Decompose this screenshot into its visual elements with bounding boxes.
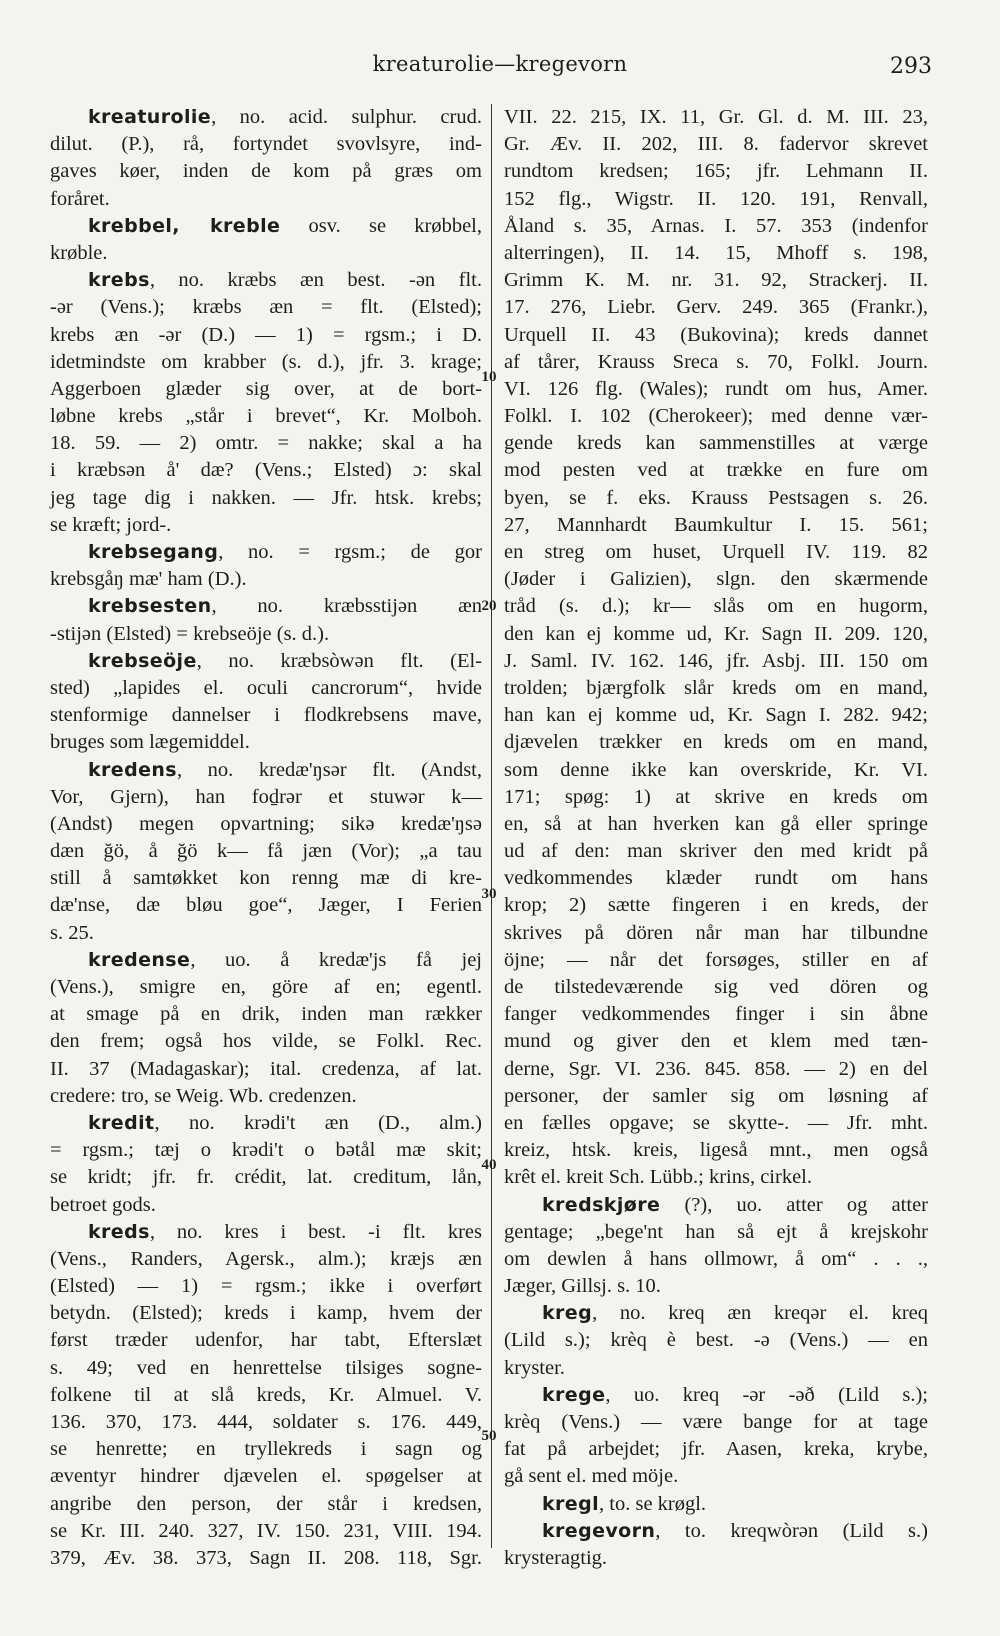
text-line: se henrette; en tryllekreds i sagn og <box>50 1438 482 1461</box>
text-line: ud af den: man skriver den med kridt på <box>504 840 928 863</box>
left-column <box>50 104 482 1572</box>
text-line: rundtom kredsen; 165; jfr. Lehmann II. <box>504 160 928 183</box>
text-line: se kridt; jfr. fr. crédit, lat. creditum, lån, <box>50 1166 482 1189</box>
headword: krebbel, kreble <box>88 214 281 237</box>
line-number-20: 20 <box>481 598 497 614</box>
text-line <box>50 1110 482 1137</box>
text-line: kryster. <box>504 1356 565 1379</box>
text-line: Jæger, Gillsj. s. 10. <box>504 1275 661 1298</box>
text-line: gå sent el. med möje. <box>504 1465 679 1488</box>
text-line: Urquell II. 43 (Bukovina); kreds dannet <box>504 323 928 346</box>
line-number-30: 30 <box>481 886 497 902</box>
text-line: (Lild s.); krèq è best. -ə (Vens.) — en <box>504 1329 928 1352</box>
text-line: en streg om huset, Urquell IV. 119. 82 <box>504 541 928 563</box>
text-line: krysteragtig. <box>504 1546 608 1569</box>
text-line: still å samtøkket kon renng mæ di kre- <box>50 867 482 890</box>
text-line <box>50 648 482 675</box>
text-line: VI. 126 flg. (Wales); rundt om hus, Amer. <box>504 377 928 400</box>
page-header <box>0 52 1000 86</box>
text-line: at smage på en drik, inden man rækker <box>50 1003 482 1026</box>
text-line: en fælles opgave; se skytte-. — Jfr. mht. <box>504 1111 928 1134</box>
headword: kredense <box>88 948 191 971</box>
text-line: den frem; også hos vilde, se Folkl. Rec. <box>50 1030 482 1053</box>
text-line: æventyr hindrer djævelen el. spøgelser at <box>50 1465 482 1488</box>
text-line: krøble. <box>50 241 108 264</box>
headword: krebsegang <box>88 541 219 563</box>
text-line: (Andst) megen opvartning; sikə kredæ'ŋsə <box>50 812 482 835</box>
text-line: gaves køer, inden de kom på græs om <box>50 160 482 183</box>
text-line <box>50 757 482 784</box>
text-line: først træder udenfor, har tabt, Efterslæt <box>50 1329 482 1352</box>
text-line: af tårer, Krauss Sreca s. 70, Folkl. Journ. <box>504 350 928 373</box>
entry-text: , to. kreqwòrən (Lild s.) <box>655 1519 928 1542</box>
headword: krebseöje <box>88 649 197 672</box>
text-line <box>50 947 482 974</box>
entry-text: , uo. kreq -ər -əð (Lild s.); <box>605 1383 928 1406</box>
text-line: II. 37 (Madagaskar); ital. credenza, af lat. <box>50 1057 482 1080</box>
line-number-40: 40 <box>481 1157 497 1173</box>
text-line: 379, Æv. 38. 373, Sagn II. 208. 118, Sgr. <box>50 1546 482 1569</box>
text-line: om dewlen å hans ollmowr, å om“ . . ., <box>504 1247 928 1270</box>
text-line <box>50 1219 482 1246</box>
text-line: betydn. (Elsted); kreds i kamp, hvem der <box>50 1302 482 1325</box>
entry-text: , no. kredæ'ŋsər flt. (Andst, <box>177 758 482 781</box>
headword: kregl <box>542 1492 600 1515</box>
text-line: idetmindste om krabber (s. d.), jfr. 3. krage; <box>50 350 482 373</box>
column-divider <box>491 104 492 1548</box>
text-line: betroet gods. <box>50 1193 156 1216</box>
text-line: en, så at han hverken kan gå eller springe <box>504 812 928 835</box>
text-line <box>504 1491 928 1518</box>
text-line: s. 25. <box>50 921 94 944</box>
text-line: personer, der samler sig om løsning af <box>504 1084 928 1107</box>
running-title: kreaturolie—kregevorn <box>372 52 628 76</box>
text-line: den kan ej komme ud, Kr. Sagn II. 209. 120, <box>504 622 928 645</box>
text-line: kreiz, htsk. kreis, ligeså mnt., men også <box>504 1139 928 1162</box>
text-line: Aggerboen glæder sig over, at de bort- <box>50 377 482 400</box>
text-line <box>50 267 482 294</box>
text-line: Folkl. I. 102 (Cherokeer); med denne vær- <box>504 405 928 428</box>
text-line: han kan ej komme ud, Kr. Sagn I. 282. 942; <box>504 704 928 727</box>
text-line: løbne krebs „står i brevet“, Kr. Molboh. <box>50 405 482 428</box>
text-line <box>504 1518 928 1545</box>
text-line: gentage; „bege'nt han så ejt å krejskohr <box>504 1220 928 1243</box>
text-line: 18. 59. — 2) omtr. = nakke; skal a ha <box>50 432 482 455</box>
line-number-50: 50 <box>481 1428 497 1444</box>
text-line: krebs æn -ər (D.) — 1) = rgsm.; i D. <box>50 323 482 346</box>
entry-text: , no. kræbs æn best. -ən flt. <box>149 269 482 292</box>
text-line: krêt el. kreit Sch. Lübb.; krins, cirkel. <box>504 1166 812 1189</box>
headword: kregevorn <box>542 1519 656 1542</box>
text-line: VII. 22. 215, IX. 11, Gr. Gl. d. M. III. 23, <box>504 106 928 128</box>
text-line: gende kreds kan sammenstilles at værge <box>504 432 928 455</box>
text-line: angribe den person, der står i kredsen, <box>50 1492 482 1515</box>
text-line: Grimm K. M. nr. 31. 92, Strackerj. II. <box>504 269 928 292</box>
text-line: 17. 276, Liebr. Gerv. 249. 365 (Frankr.), <box>504 296 928 319</box>
text-line: krebsgåŋ mæ' ham (D.). <box>50 568 247 591</box>
text-line: djævelen trækker en kreds om en mand, <box>504 731 928 754</box>
headword: krege <box>542 1383 606 1406</box>
text-line: = rgsm.; tæj o krədi't o bətål mæ skit; <box>50 1139 482 1162</box>
text-line <box>50 104 482 131</box>
text-line: foråret. <box>50 187 110 210</box>
headword: kreaturolie <box>88 106 212 128</box>
text-line <box>504 1382 928 1409</box>
entry-text: , no. krədi't æn (D., alm.) <box>154 1111 482 1134</box>
right-column <box>504 104 928 1572</box>
text-line: (Vens.), smigre en, göre af en; egentl. <box>50 976 482 998</box>
text-line: fanger vedkommendes finger i sin åbne <box>504 1003 928 1026</box>
entry-text: , no. kræbsstijən æn <box>211 595 482 618</box>
text-line: i kræbsən å' dæ? (Vens.; Elsted) ɔ: skal <box>50 459 482 482</box>
text-line: mund og giver den et klem med tæn- <box>504 1030 928 1053</box>
entry-text: , no. kres i best. -i flt. kres <box>149 1220 482 1243</box>
text-line: J. Saml. IV. 162. 146, jfr. Asbj. III. 150 om <box>504 649 928 672</box>
text-line: derne, Sgr. VI. 236. 845. 858. — 2) en del <box>504 1057 928 1080</box>
text-line: krèq (Vens.) — være bange for at tage <box>504 1411 928 1433</box>
page-number: 293 <box>890 54 932 79</box>
text-line: 152 flg., Wigstr. II. 120. 191, Renvall, <box>504 187 928 210</box>
text-line: folkene til at slå kreds, Kr. Almuel. V. <box>50 1383 482 1406</box>
text-line: mod pesten ved at trække en fure om <box>504 459 928 482</box>
text-line <box>504 1300 928 1327</box>
text-line: byen, se f. eks. Krauss Pestsagen s. 26. <box>504 486 928 509</box>
text-line: skrives på dören når man har tilbundne <box>504 921 928 944</box>
text-line: bruges som lægemiddel. <box>50 731 250 754</box>
headword: kredskjøre <box>542 1193 661 1216</box>
headword: kredens <box>88 758 178 781</box>
entry-text: , no. acid. sulphur. crud. <box>211 106 482 128</box>
text-line: -ər (Vens.); kræbs æn = flt. (Elsted); <box>50 296 482 319</box>
headword: kreds <box>88 1220 150 1243</box>
text-line: sted) „lapides el. oculi cancrorum“, hvide <box>50 676 482 699</box>
text-line: jeg tage dig i nakken. — Jfr. htsk. krebs; <box>50 486 482 509</box>
entry-text: (?), uo. atter og atter <box>660 1193 928 1216</box>
headword: krebsesten <box>88 595 212 618</box>
entry-text: osv. se krøbbel, <box>280 214 482 237</box>
text-line: -stijən (Elsted) = krebseöje (s. d.). <box>50 622 330 645</box>
text-line: 27, Mannhardt Baumkultur I. 15. 561; <box>504 513 928 536</box>
text-line: trolden; bjærgfolk slår kreds om en mand, <box>504 676 928 699</box>
text-line: (Elsted) — 1) = rgsm.; ikke i overført <box>50 1275 482 1298</box>
text-line <box>50 539 482 566</box>
entry-text: , no. kræbsòwən flt. (El- <box>196 649 482 672</box>
text-line <box>50 593 482 620</box>
entry-text: , to. se krøgl. <box>599 1492 707 1515</box>
text-line <box>504 1192 928 1219</box>
headword: krebs <box>88 269 150 292</box>
text-line: dæn ğö, å ğö k— få jæn (Vor); „a tau <box>50 840 482 863</box>
text-line: krop; 2) sætte fingeren i en kreds, der <box>504 894 928 917</box>
entry-text: , no. kreq æn kreqər el. kreq <box>592 1302 928 1325</box>
text-line: som denne ikke kan overskride, Kr. VI. <box>504 758 928 781</box>
text-line: tråd (s. d.); kr— slås om en hugorm, <box>504 595 928 618</box>
entry-text: , uo. å kredæ'js få jej <box>190 948 482 971</box>
text-line: (Vens., Randers, Agersk., alm.); kræjs æn <box>50 1247 482 1270</box>
text-line <box>50 213 482 240</box>
text-line: 136. 370, 173. 444, soldater s. 176. 449, <box>50 1411 482 1433</box>
text-line: 171; spøg: 1) at skrive en kreds om <box>504 785 928 808</box>
text-line: Åland s. 35, Arnas. I. 57. 353 (indenfor <box>504 214 928 237</box>
text-line: fat på arbejdet; jfr. Aasen, kreka, krybe, <box>504 1438 928 1461</box>
text-line: (Jøder i Galizien), slgn. den skærmende <box>504 568 928 591</box>
text-line: dæ'nse, dæ bløu goe“, Jæger, I Ferien <box>50 894 482 917</box>
text-line: dilut. (P.), rå, fortyndet svovlsyre, ind- <box>50 133 482 156</box>
entry-text: , no. = rgsm.; de gor <box>218 541 482 563</box>
text-line: de tilstedeværende sig ved dören og <box>504 976 928 998</box>
text-line: stenformige dannelser i flodkrebsens mave, <box>50 704 482 727</box>
headword: kredit <box>88 1111 155 1134</box>
text-line: se Kr. III. 240. 327, IV. 150. 231, VIII. 194. <box>50 1519 482 1542</box>
line-number-10: 10 <box>481 369 497 385</box>
headword: kreg <box>542 1302 593 1325</box>
text-line: Gr. Æv. II. 202, III. 8. fadervor skrevet <box>504 133 928 156</box>
text-line: öjne; — når det forsøges, stiller en af <box>504 948 928 971</box>
text-line: alterringen), II. 14. 15, Mhoff s. 198, <box>504 241 928 264</box>
text-line: s. 49; ved en henrettelse tilsiges sogne- <box>50 1356 482 1379</box>
text-line: Vor, Gjern), han foḏrər et stuwər k— <box>50 785 482 808</box>
text-line: credere: tro, se Weig. Wb. credenzen. <box>50 1084 357 1107</box>
text-line: se kræft; jord-. <box>50 513 172 536</box>
text-line: vedkommendes klæder rundt om hans <box>504 867 928 890</box>
